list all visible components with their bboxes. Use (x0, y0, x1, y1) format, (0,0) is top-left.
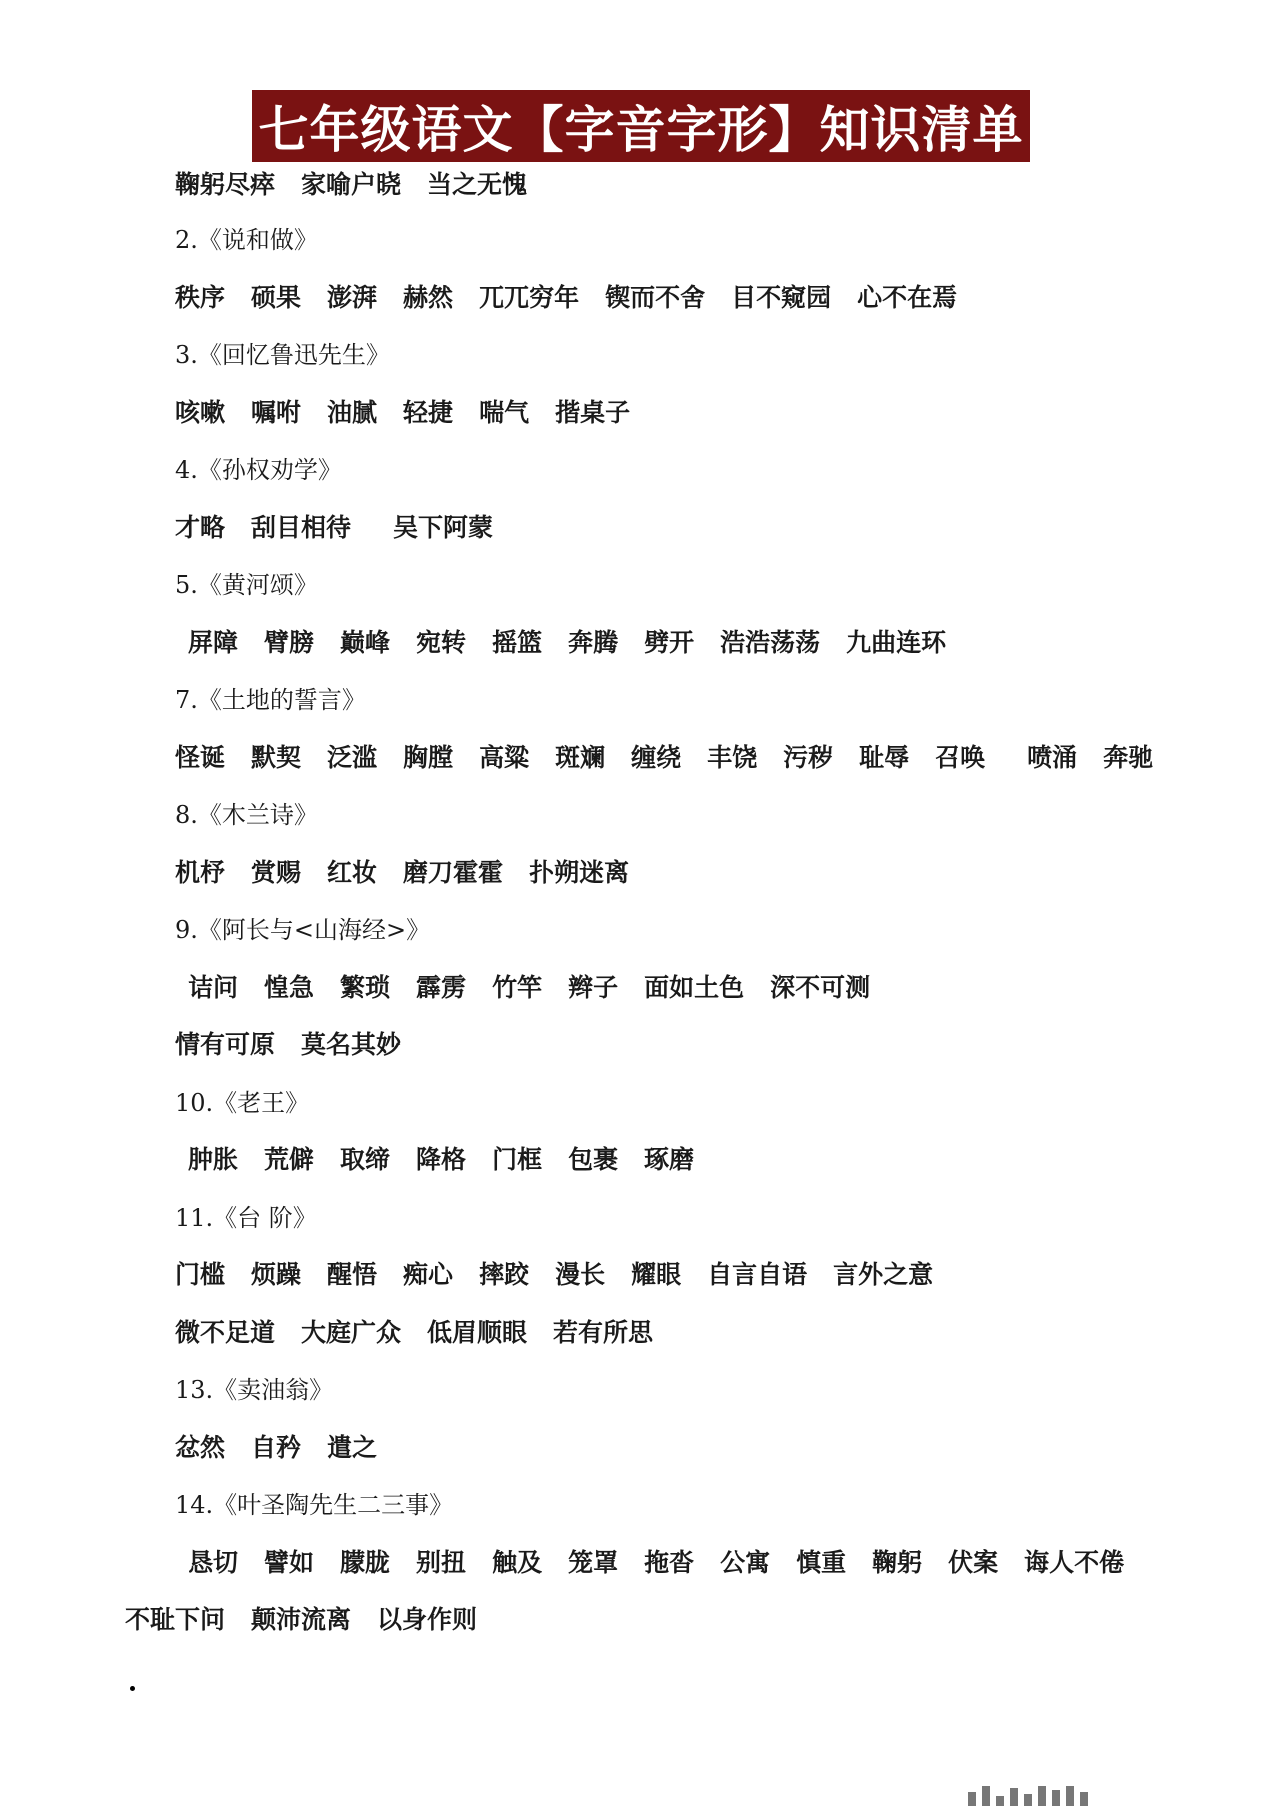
vocab-word: 扑朔迷离 (529, 858, 630, 887)
vocab-word: 别扭 (416, 1548, 467, 1577)
vocab-word: 低眉顺眼 (427, 1318, 528, 1347)
watermark-icon (968, 1786, 1088, 1806)
lesson-heading: 5.《黄河颂》 (175, 571, 318, 599)
lesson-heading: 7.《土地的誓言》 (175, 686, 366, 714)
vocab-word: 喘气 (479, 398, 530, 427)
vocab-word: 鞠躬尽瘁 (175, 170, 276, 199)
vocab-word: 屏障 (188, 628, 239, 657)
vocab-word: 伏案 (948, 1548, 999, 1577)
vocab-word: 摇篮 (492, 628, 543, 657)
vocab-word: 不耻下问 (125, 1605, 226, 1634)
vocab-word: 召唤 (935, 743, 986, 772)
vocab-word: 红妆 (327, 858, 378, 887)
word-row (188, 1140, 720, 1180)
vocab-word: 赫然 (403, 283, 454, 312)
vocab-word: 巅峰 (340, 628, 391, 657)
vocab-word: 咳嗽 (175, 398, 226, 427)
vocab-word: 烦躁 (251, 1260, 302, 1289)
vocab-word: 辫子 (568, 973, 619, 1002)
vocab-word: 痴心 (403, 1260, 454, 1289)
vocab-word: 心不在焉 (857, 283, 958, 312)
vocab-word: 宛转 (416, 628, 467, 657)
vocab-word: 诘问 (188, 973, 239, 1002)
lesson-heading: 10.《老王》 (175, 1089, 310, 1117)
bullet-dot (130, 1686, 135, 1691)
vocab-word: 言外之意 (833, 1260, 934, 1289)
vocab-word: 遣之 (327, 1433, 378, 1462)
vocab-word: 鞠躬 (872, 1548, 923, 1577)
vocab-word: 莫名其妙 (301, 1030, 402, 1059)
vocab-word: 奔驰 (1103, 743, 1154, 772)
vocab-word: 机杼 (175, 858, 226, 887)
lesson-heading: 9.《阿长与<山海经>》 (175, 916, 431, 944)
vocab-word: 琢磨 (644, 1145, 695, 1174)
vocab-word: 澎湃 (327, 283, 378, 312)
vocab-word: 深不可测 (770, 973, 871, 1002)
vocab-word: 锲而不舍 (605, 283, 706, 312)
vocab-word: 耀眼 (631, 1260, 682, 1289)
vocab-word: 磨刀霍霍 (403, 858, 504, 887)
vocab-word: 微不足道 (175, 1318, 276, 1347)
vocab-word: 忿然 (175, 1433, 226, 1462)
vocab-word: 情有可原 (175, 1030, 276, 1059)
vocab-word: 面如土色 (644, 973, 745, 1002)
vocab-word: 嘱咐 (251, 398, 302, 427)
vocab-word: 颠沛流离 (251, 1605, 352, 1634)
vocab-word: 荒僻 (264, 1145, 315, 1174)
vocab-word: 触及 (492, 1548, 543, 1577)
lesson-heading: 2.《说和做》 (175, 226, 318, 254)
vocab-word: 恳切 (188, 1548, 239, 1577)
vocab-word: 胸膛 (403, 743, 454, 772)
vocab-word: 油腻 (327, 398, 378, 427)
page-title: 七年级语文【字音字形】知识清单 (252, 90, 1030, 162)
word-row (175, 393, 656, 433)
word-row (175, 738, 1179, 778)
vocab-word: 斑斓 (555, 743, 606, 772)
vocab-word: 硕果 (251, 283, 302, 312)
vocab-word: 以身作则 (377, 1605, 478, 1634)
vocab-word: 目不窥园 (731, 283, 832, 312)
lesson-heading: 13.《卖油翁》 (175, 1376, 334, 1404)
vocab-word: 繁琐 (340, 973, 391, 1002)
vocab-word: 拖沓 (644, 1548, 695, 1577)
lesson-heading: 8.《木兰诗》 (175, 801, 318, 829)
vocab-word: 赏赐 (251, 858, 302, 887)
vocab-word: 门槛 (175, 1260, 226, 1289)
word-row (175, 1428, 403, 1468)
vocab-word: 高粱 (479, 743, 530, 772)
word-row (188, 968, 896, 1008)
vocab-word: 丰饶 (707, 743, 758, 772)
lesson-heading: 14.《叶圣陶先生二三事》 (175, 1491, 454, 1519)
vocab-word: 朦胧 (340, 1548, 391, 1577)
vocab-word: 醒悟 (327, 1260, 378, 1289)
vocab-word: 臂膀 (264, 628, 315, 657)
vocab-word: 污秽 (783, 743, 834, 772)
word-row (175, 165, 553, 205)
vocab-word: 耻辱 (859, 743, 910, 772)
vocab-word: 刮目相待 (251, 513, 352, 542)
vocab-word: 喷涌 (1027, 743, 1078, 772)
vocab-word: 轻捷 (403, 398, 454, 427)
word-row (175, 508, 519, 548)
vocab-word: 默契 (251, 743, 302, 772)
vocab-word: 霹雳 (416, 973, 467, 1002)
word-row (175, 278, 983, 318)
vocab-word: 肿胀 (188, 1145, 239, 1174)
vocab-word: 自言自语 (707, 1260, 808, 1289)
lesson-heading: 4.《孙权劝学》 (175, 456, 342, 484)
vocab-word: 当之无愧 (427, 170, 528, 199)
word-row (188, 623, 972, 663)
vocab-word: 揩桌子 (555, 398, 631, 427)
vocab-word: 吴下阿蒙 (393, 513, 494, 542)
word-row (125, 1600, 503, 1640)
vocab-word: 泛滥 (327, 743, 378, 772)
vocab-word: 家喻户晓 (301, 170, 402, 199)
vocab-word: 秩序 (175, 283, 226, 312)
vocab-word: 取缔 (340, 1145, 391, 1174)
vocab-word: 浩浩荡荡 (720, 628, 821, 657)
lesson-heading: 11.《台 阶》 (175, 1204, 317, 1232)
lesson-heading: 3.《回忆鲁迅先生》 (175, 341, 390, 369)
vocab-word: 兀兀穷年 (479, 283, 580, 312)
word-row (175, 1313, 679, 1353)
vocab-word: 譬如 (264, 1548, 315, 1577)
vocab-word: 门框 (492, 1145, 543, 1174)
word-row (175, 1255, 959, 1295)
word-row (175, 1025, 427, 1065)
vocab-word: 奔腾 (568, 628, 619, 657)
vocab-word: 漫长 (555, 1260, 606, 1289)
vocab-word: 竹竿 (492, 973, 543, 1002)
word-row (175, 853, 655, 893)
vocab-word: 九曲连环 (846, 628, 947, 657)
vocab-word: 缠绕 (631, 743, 682, 772)
word-row (188, 1543, 1150, 1583)
vocab-word: 包裹 (568, 1145, 619, 1174)
vocab-word: 大庭广众 (301, 1318, 402, 1347)
vocab-word: 若有所思 (553, 1318, 654, 1347)
vocab-word: 慎重 (796, 1548, 847, 1577)
vocab-word: 惶急 (264, 973, 315, 1002)
vocab-word: 公寓 (720, 1548, 771, 1577)
vocab-word: 诲人不倦 (1024, 1548, 1125, 1577)
vocab-word: 摔跤 (479, 1260, 530, 1289)
vocab-word: 怪诞 (175, 743, 226, 772)
vocab-word: 笼罩 (568, 1548, 619, 1577)
vocab-word: 自矜 (251, 1433, 302, 1462)
vocab-word: 才略 (175, 513, 226, 542)
vocab-word: 劈开 (644, 628, 695, 657)
vocab-word: 降格 (416, 1145, 467, 1174)
